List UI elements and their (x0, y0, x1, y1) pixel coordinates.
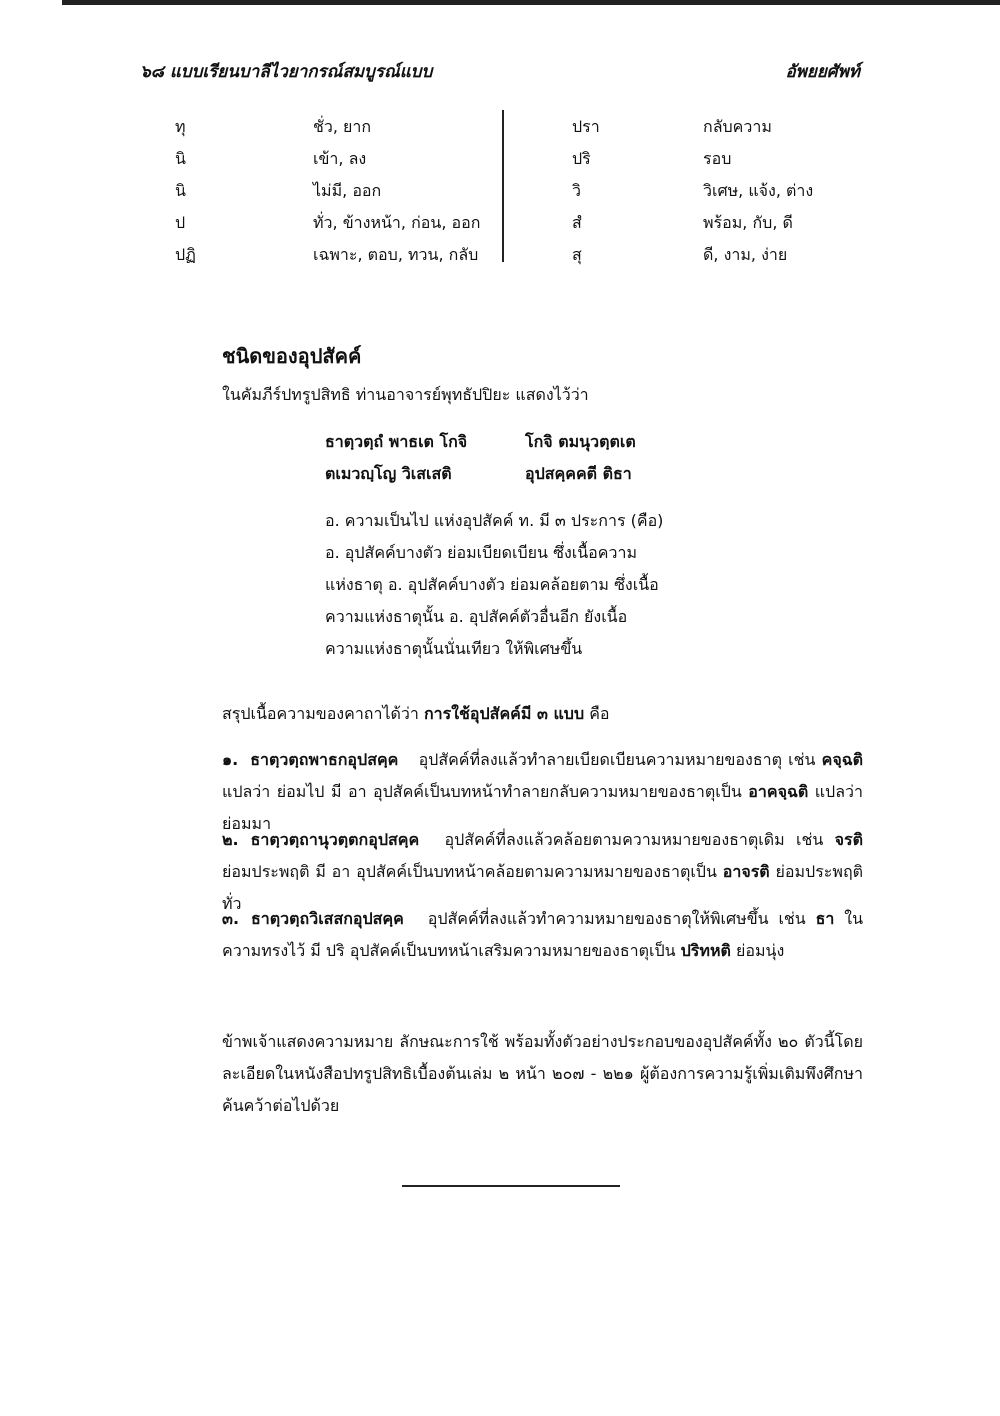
prefix-term: สํ (572, 213, 582, 232)
item-example: อาจรติ (722, 862, 770, 881)
prefix-meaning: กลับความ (703, 117, 772, 136)
prefix-meaning: เฉพาะ, ตอบ, ทวน, กลับ (313, 245, 479, 264)
prefix-term: ปรา (572, 117, 600, 136)
item-number: ๒. (222, 830, 239, 849)
summary-suffix: คือ (589, 704, 610, 723)
prefix-term: นิ (175, 181, 186, 200)
closing-paragraph (148, 1026, 863, 1122)
item-text: ในความทรงไว้ มี ปริ อุปสัคค์เป็นบทหน้าเสริมความหมายของธาตุเป็น (222, 909, 864, 960)
prefix-term: ทุ (175, 117, 186, 136)
verse-line-2a: ตเมวญฺโญ วิเสเสติ (325, 464, 452, 483)
item-example: ธา (815, 909, 835, 928)
item-term: ธาตฺวตฺถวิเสสกอุปสคฺค (251, 909, 404, 928)
verse-line-1a: ธาตฺวตฺถํ พาธเต โกจิ (325, 432, 468, 451)
prefix-meaning: ดี, งาม, ง่าย (703, 245, 788, 264)
prefix-column-right (572, 115, 600, 275)
prefix-term: ปฏิ (175, 245, 196, 264)
prefix-meaning: ไม่มี, ออก (313, 181, 382, 200)
prefix-meaning: วิเศษ, แจ้ง, ต่าง (703, 181, 814, 200)
prefix-table (175, 115, 815, 265)
prefix-meaning: ทั่ว, ข้างหน้า, ก่อน, ออก (313, 213, 481, 232)
end-rule (402, 1185, 620, 1187)
prefix-meaning: ชั่ว, ยาก (313, 117, 372, 136)
prefix-term: นิ (175, 149, 186, 168)
verse-line-2b: อุปสคฺคคตี ติธา (525, 464, 632, 483)
prefix-term: วิ (572, 181, 581, 200)
page-header-title: ๖๘ แบบเรียนบาลีไวยากรณ์สมบูรณ์แบบ (140, 62, 433, 82)
item-text: ย่อมนุ่ง (735, 941, 785, 960)
item-text: ย่อมประพฤติทั่ว (222, 862, 864, 913)
closing-text: ข้าพเจ้าแสดงความหมาย ลักษณะการใช้ พร้อมทั้งตัวอย่างประกอบของอุปสัคค์ทั้ง ๒๐ ตัวนี้โดยละเอียดในหนังสือปทรูปสิทธิเบื้องต้นเล่ม ๒ หน้า ๒๐๗ - ๒๒๑ ผู้ต้องการความรู้เพิ่มเติมพึงศึกษาค้นคว้าต่อไปด้วย (222, 1032, 863, 1115)
verse-translation: อ. ความเป็นไป แห่งอุปสัคค์ ท. มี ๓ ประการ (คือ) อ. อุปสัคค์บางตัว ย่อมเบียดเบียน ซึ่งเนื้อความแห่งธาตุ อ. อุปสัคค์บางตัว ย่อมคล้อยตาม ซึ่งเนื้อความแห่งธาตุนั้น อ. อุปสัคค์ตัวอื่นอีก ยังเนื้อความแห่งธาตุนั้นนั่นเทียว ให้พิเศษขึ้น (325, 511, 664, 658)
prefix-term: ปริ (572, 149, 591, 168)
meaning-column-left (313, 115, 480, 275)
item-text: ย่อมประพฤติ มี อา อุปสัคค์เป็นบทหน้าคล้อยตามความหมายของธาตุเป็น (222, 862, 717, 881)
item-number: ๑. (222, 750, 239, 769)
section-intro: ในคัมภีร์ปทรูปสิทธิ ท่านอาจารย์พุทธัปปิยะ แสดงไว้ว่า (222, 385, 589, 404)
item-text: อุปสัคค์ที่ลงแล้วคล้อยตามความหมายของธาตุเดิม เช่น (444, 830, 824, 849)
item-number: ๓. (222, 909, 240, 928)
item-text: อุปสัคค์ที่ลงแล้วทำลายเบียดเบียนความหมายของธาตุ เช่น (418, 750, 816, 769)
item-example: อาคจฺฉติ (748, 782, 809, 801)
meaning-column-right (703, 115, 813, 275)
item-term: ธาตฺวตฺถานุวตฺตกอุปสคฺค (250, 830, 420, 849)
item-example: คจฺฉติ (821, 750, 863, 769)
item-text: แปลว่า ย่อมมา (222, 782, 863, 833)
verse-line-1b: โกจิ ตมนุวตฺตเต (525, 432, 636, 451)
item-text: แปลว่า ย่อมไป มี อา อุปสัคค์เป็นบทหน้าทำลายกลับความหมายของธาตุเป็น (222, 782, 742, 801)
item-example: ปริทหติ (680, 941, 731, 960)
table-divider (502, 110, 504, 262)
prefix-term: สุ (572, 245, 582, 264)
prefix-meaning: พร้อม, กับ, ดี (703, 213, 793, 232)
summary-line (222, 702, 610, 727)
prefix-column-left (175, 115, 196, 275)
scan-top-border (62, 0, 1000, 5)
prefix-meaning: รอบ (703, 149, 732, 168)
summary-bold: การใช้อุปสัคค์มี ๓ แบบ (423, 704, 585, 723)
item-example: จรติ (834, 830, 863, 849)
prefix-term: ป (175, 213, 186, 232)
prefix-meaning: เข้า, ลง (313, 149, 367, 168)
usage-item-3 (148, 903, 863, 967)
item-term: ธาตฺวตฺถพาธกอุปสคฺค (250, 750, 399, 769)
section-title: ชนิดของอุปสัคค์ (222, 344, 362, 368)
item-text: อุปสัคค์ที่ลงแล้วทำความหมายของธาตุให้พิเศษขึ้น เช่น (427, 909, 806, 928)
page-header-chapter: อัพยยศัพท์ (785, 62, 860, 82)
summary-text: สรุปเนื้อความของคาถาได้ว่า (222, 704, 419, 723)
